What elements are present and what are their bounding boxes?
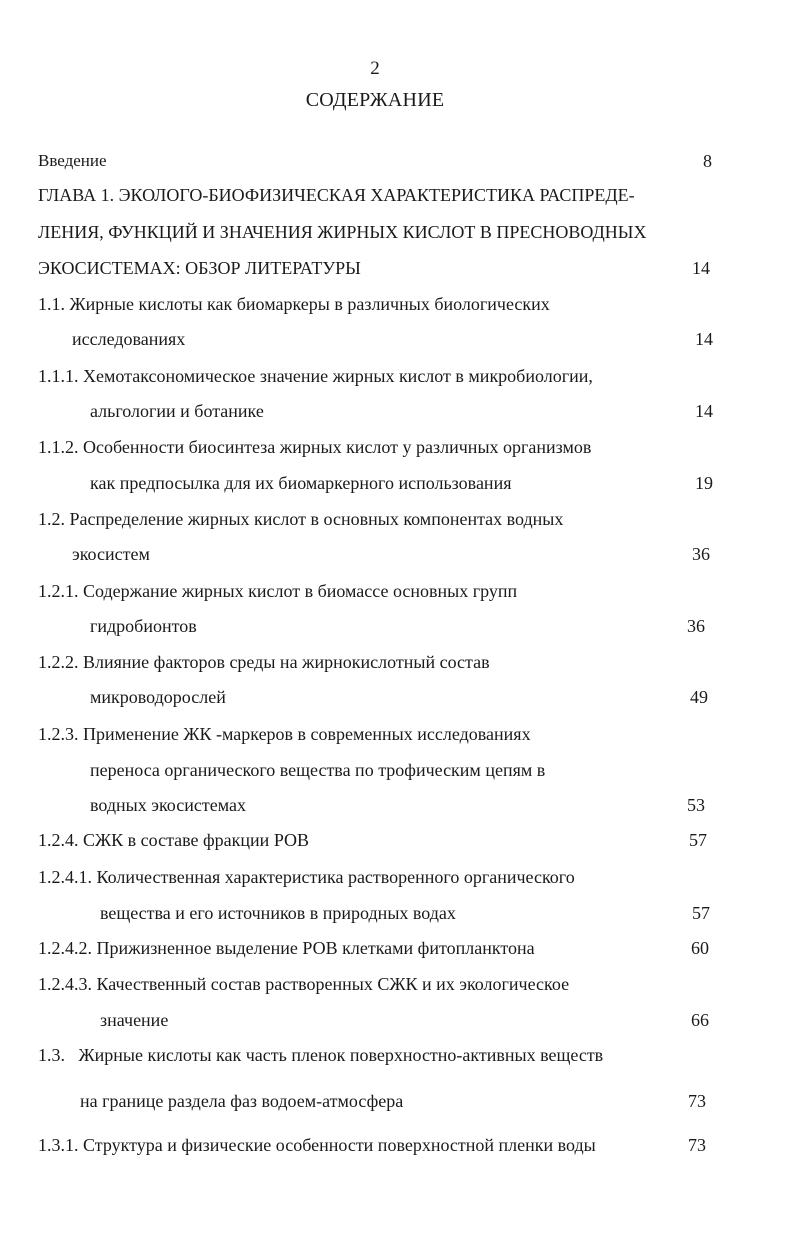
toc-entry-text: 1.1. Жирные кислоты как биомаркеры в различных биологических (38, 294, 550, 314)
toc-entry-text: ЭКОСИСТЕМАХ: ОБЗОР ЛИТЕРАТУРЫ (38, 258, 361, 278)
toc-entry-text: вещества и его источников в природных водах (100, 903, 456, 923)
toc-entry-text: Введение (38, 151, 107, 170)
toc-entry-page: 14 (695, 329, 713, 349)
page-title: СОДЕРЖАНИЕ (305, 89, 445, 111)
toc-entry-page: 36 (692, 544, 710, 564)
toc-entry-page: 73 (688, 1091, 706, 1111)
toc-entry-page: 57 (689, 830, 707, 850)
toc-entry-page: 53 (687, 795, 705, 815)
toc-entry-page: 49 (690, 687, 708, 707)
toc-entry-text: микроводорослей (90, 687, 226, 707)
toc-entry-text: гидробионтов (90, 616, 197, 636)
toc-entry-page: 19 (695, 473, 713, 493)
toc-entry-page: 8 (703, 151, 712, 171)
toc-entry-text: 1.2.4.2. Прижизненное выделение РОВ клетками фитопланктона (38, 938, 535, 958)
toc-entry-text: 1.3. Жирные кислоты как часть пленок поверхностно-активных веществ (38, 1045, 604, 1065)
toc-entry-page: 73 (688, 1135, 706, 1155)
toc-entry-text: на границе раздела фаз водоем-атмосфера (80, 1091, 404, 1111)
toc-entry-text: ГЛАВА 1. ЭКОЛОГО-БИОФИЗИЧЕСКАЯ ХАРАКТЕРИСТИКА РАСПРЕДЕ- (38, 185, 635, 205)
page-number: 2 (370, 58, 380, 79)
toc-entry-text: значение (100, 1010, 169, 1030)
toc-entry-page: 14 (692, 258, 710, 278)
toc-entry-text: переноса органического вещества по трофическим цепям в (90, 760, 546, 780)
toc-entry-text: 1.2.4.3. Качественный состав растворенных СЖК и их экологическое (38, 974, 570, 994)
toc-entry-text: альгологии и ботанике (90, 401, 264, 421)
toc-entry-page: 66 (691, 1010, 709, 1030)
toc-entry-text: исследованиях (72, 329, 186, 349)
toc-entry-page: 14 (695, 401, 713, 421)
toc-entry-text: 1.2. Распределение жирных кислот в основных компонентах водных (38, 509, 564, 529)
toc-entry-text: как предпосылка для их биомаркерного использования (90, 473, 512, 493)
toc-entry-text: 1.1.2. Особенности биосинтеза жирных кислот у различных организмов (38, 437, 592, 457)
toc-entry-page: 57 (692, 903, 710, 923)
toc-entry-text: экосистем (72, 544, 150, 564)
toc-entry-text: 1.2.3. Применение ЖК -маркеров в современных исследованиях (38, 724, 531, 744)
toc-entry-text: водных экосистемах (90, 795, 246, 815)
toc-entry-text: 1.2.4.1. Количественная характеристика растворенного органического (38, 867, 575, 887)
toc-entry-text: 1.3.1. Структура и физические особенности поверхностной пленки воды (38, 1135, 596, 1155)
toc-entry-text: 1.2.4. СЖК в составе фракции РОВ (38, 830, 310, 850)
toc-entry-page: 36 (687, 616, 705, 636)
toc-entry-text: 1.2.1. Содержание жирных кислот в биомассе основных групп (38, 581, 518, 601)
toc-entry-text: 1.2.2. Влияние факторов среды на жирнокислотный состав (38, 652, 490, 672)
toc-entry-page: 60 (691, 938, 709, 958)
toc-entry-text: 1.1.1. Хемотаксономическое значение жирных кислот в микробиологии, (38, 366, 593, 386)
toc-entry-text: ЛЕНИЯ, ФУНКЦИЙ И ЗНАЧЕНИЯ ЖИРНЫХ КИСЛОТ В ПРЕСНОВОДНЫХ (38, 222, 647, 242)
